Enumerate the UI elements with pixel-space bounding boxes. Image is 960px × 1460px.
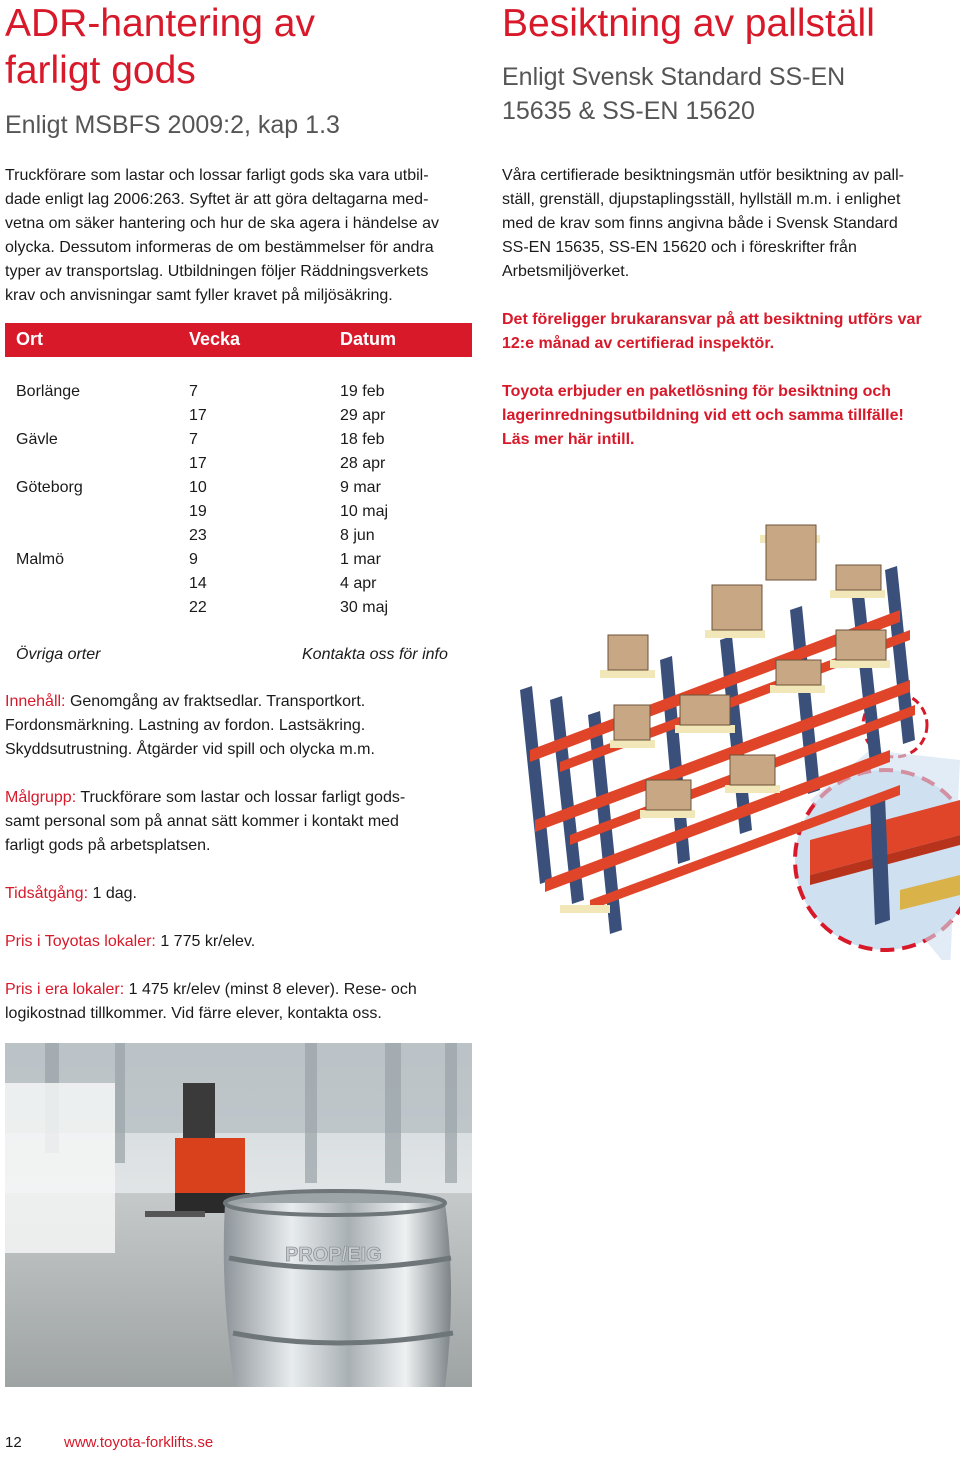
table-row <box>0 572 480 596</box>
intro-line: krav och anvisningar samt fyller kravet på miljösäkring. <box>5 287 393 304</box>
subtitle-adr: Enligt MSBFS 2009:2, kap 1.3 <box>5 111 340 139</box>
intro-line: olycka. Dessutom informeras de om bestämmelser för andra <box>5 239 434 256</box>
cell-vecka: 7 <box>189 383 198 400</box>
title-line-1: ADR-hantering av <box>5 2 315 45</box>
header-datum: Datum <box>340 329 397 349</box>
intro-line: Truckförare som lastar och lossar farligt gods ska vara utbil- <box>5 167 429 184</box>
pris-era-label: Pris i era lokaler: <box>5 981 125 998</box>
malgrupp-line: Truckförare som lastar och lossar farligt gods- <box>80 789 406 806</box>
pris-toyota-section <box>5 930 255 954</box>
cell-vecka: 17 <box>189 407 207 424</box>
notice-brukaransvar <box>502 308 960 356</box>
cell-datum: 19 feb <box>340 383 385 400</box>
innehall-line: Genomgång av fraktsedlar. Transportkort. <box>69 693 366 710</box>
cell-other-value: Kontakta oss för info <box>302 646 448 663</box>
page-number: 12 <box>5 1434 22 1451</box>
table-row <box>0 380 480 404</box>
cell-ort: Malmö <box>16 551 65 568</box>
cell-vecka: 22 <box>189 599 207 616</box>
table-row <box>0 476 480 500</box>
intro-line: dade enligt lag 2006:263. Syftet är att göra deltagarna med- <box>5 191 429 208</box>
table-row <box>0 500 480 524</box>
cell-vecka: 10 <box>189 479 207 496</box>
warehouse-keg-photo <box>5 1043 472 1387</box>
notice-line: Toyota erbjuder en paketlösning för besiktning och <box>502 383 892 400</box>
pris-toyota-label: Pris i Toyotas lokaler: <box>5 933 156 950</box>
notice-line: Läs mer här intill. <box>502 431 635 448</box>
cell-ort: Gävle <box>16 431 58 448</box>
cell-ort: Göteborg <box>16 479 83 496</box>
pris-era-line: logikostnad tillkommer. Vid färre elever, kontakta oss. <box>5 1005 382 1022</box>
malgrupp-label: Målgrupp: <box>5 789 77 806</box>
table-row <box>0 524 480 548</box>
pallet-rack-illustration <box>490 500 960 960</box>
title-line-2: farligt gods <box>5 49 196 92</box>
cell-vecka: 23 <box>189 527 207 544</box>
intro-line: med de krav som finns angivna både i Svensk Standard <box>502 215 898 232</box>
cell-datum: 10 maj <box>340 503 389 520</box>
intro-line: Våra certifierade besiktningsmän utför besiktning av pall- <box>502 167 904 184</box>
cell-vecka: 9 <box>189 551 198 568</box>
pris-era-line: 1 475 kr/elev (minst 8 elever). Rese- och <box>128 981 417 998</box>
cell-vecka: 7 <box>189 431 198 448</box>
table-row-other <box>0 643 480 667</box>
cell-ort: Borlänge <box>16 383 81 400</box>
page-title-besiktning: Besiktning av pallställ <box>502 2 875 45</box>
innehall-line: Skyddsutrustning. Åtgärder vid spill och olycka m.m. <box>5 741 375 758</box>
table-row <box>0 428 480 452</box>
malgrupp-section <box>5 786 480 858</box>
intro-line: typer av transportslag. Utbildningen följer Räddningsverkets <box>5 263 429 280</box>
cell-vecka: 17 <box>189 455 207 472</box>
subtitle-besiktning <box>502 60 845 128</box>
table-row <box>0 404 480 428</box>
intro-besiktning <box>502 164 960 284</box>
subtitle-line: 15635 & SS-EN 15620 <box>502 97 755 125</box>
notice-line: Det föreligger brukaransvar på att besiktning utförs var <box>502 311 922 328</box>
notice-paketlosning[interactable] <box>502 380 960 452</box>
footer-url-link[interactable]: www.toyota-forklifts.se <box>64 1434 214 1451</box>
cell-datum: 28 apr <box>340 455 386 472</box>
keg-engraving: PROP/EIG <box>285 1244 382 1266</box>
cell-datum: 8 jun <box>340 527 375 544</box>
subtitle-line: Enligt Svensk Standard SS-EN <box>502 63 846 91</box>
tidsatgang-section <box>5 882 137 906</box>
malgrupp-line: farligt gods på arbetsplatsen. <box>5 837 211 854</box>
innehall-line: Fordonsmärkning. Lastning av fordon. Lastsäkring. <box>5 717 366 734</box>
cell-datum: 30 maj <box>340 599 389 616</box>
cell-other-label: Övriga orter <box>16 646 101 663</box>
intro-line: Arbetsmiljöverket. <box>502 263 630 280</box>
cell-datum: 1 mar <box>340 551 381 568</box>
tidsatgang-value: 1 dag. <box>92 885 137 902</box>
pris-era-section <box>5 978 480 1026</box>
tidsatgang-label: Tidsåtgång: <box>5 885 89 902</box>
intro-line: ställ, grenställ, djupstaplingsställ, hyllställ m.m. i enlighet <box>502 191 901 208</box>
cell-datum: 29 apr <box>340 407 386 424</box>
intro-line: vetna om säker hantering och hur de ska agera i händelse av <box>5 215 440 232</box>
header-ort: Ort <box>16 329 43 349</box>
header-vecka: Vecka <box>189 329 241 349</box>
malgrupp-line: samt personal som på annat sätt kommer i kontakt med <box>5 813 399 830</box>
cell-datum: 9 mar <box>340 479 381 496</box>
intro-line: SS-EN 15635, SS-EN 15620 och i föreskrifter från <box>502 239 857 256</box>
notice-line: lagerinredningsutbildning vid ett och samma tillfälle! <box>502 407 904 424</box>
innehall-label: Innehåll: <box>5 693 66 710</box>
page-title-adr <box>5 0 315 94</box>
cell-datum: 18 feb <box>340 431 385 448</box>
table-row <box>0 596 480 620</box>
table-row <box>0 452 480 476</box>
pris-toyota-value: 1 775 kr/elev. <box>160 933 256 950</box>
cell-datum: 4 apr <box>340 575 377 592</box>
cell-vecka: 14 <box>189 575 207 592</box>
table-row <box>0 548 480 572</box>
schedule-table-header <box>5 323 472 357</box>
intro-adr <box>5 164 475 308</box>
cell-vecka: 19 <box>189 503 207 520</box>
innehall-section <box>5 690 480 762</box>
notice-line: 12:e månad av certifierad inspektör. <box>502 335 775 352</box>
